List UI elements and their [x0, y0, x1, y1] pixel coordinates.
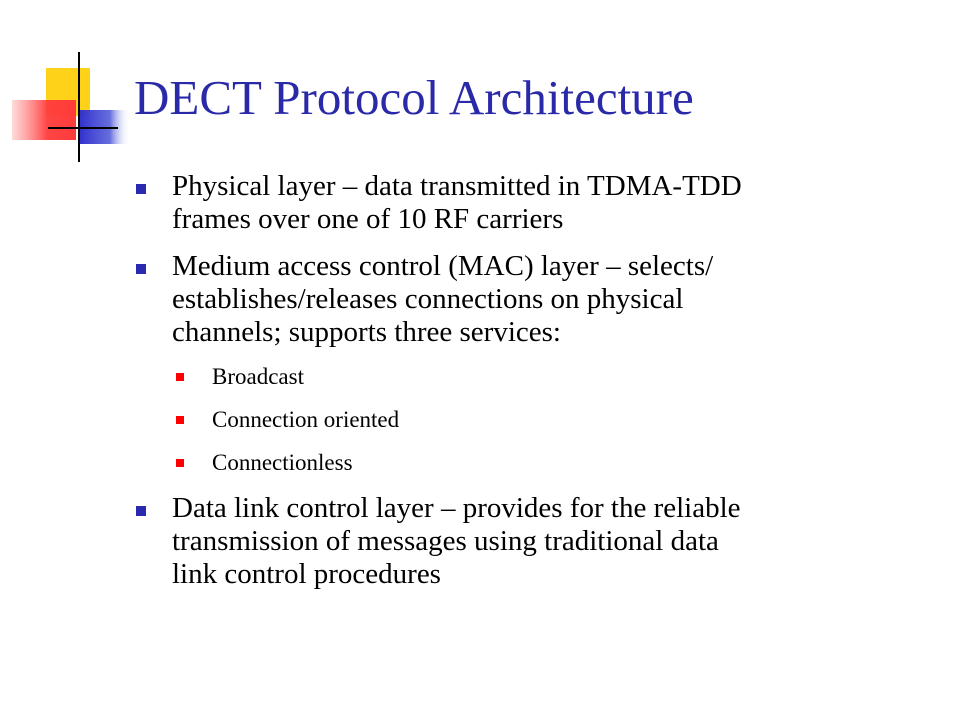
- bullet-text-line: channels; supports three services:: [172, 316, 561, 348]
- slide-title: DECT Protocol Architecture: [134, 70, 694, 125]
- sub-bullet-text: Connectionless: [212, 450, 353, 475]
- bullet-item-data-link-control-layer: [136, 492, 906, 591]
- square-bullet-icon: [136, 506, 146, 516]
- bullet-text-line: link control procedures: [172, 558, 441, 590]
- bullet-item-physical-layer: [136, 170, 906, 236]
- bullet-text-line: Medium access control (MAC) layer – selects/: [172, 250, 714, 282]
- square-bullet-icon: [176, 459, 184, 467]
- bullet-text-line: Data link control layer – provides for the reliable: [172, 492, 741, 524]
- square-bullet-icon: [136, 264, 146, 274]
- bullet-list: [136, 170, 906, 605]
- square-bullet-icon: [136, 184, 146, 194]
- bullet-text-line: Physical layer – data transmitted in TDMA-TDD: [172, 170, 742, 202]
- sub-bullet-list: [176, 363, 906, 476]
- corner-squares-logo-icon: [0, 0, 140, 180]
- bullet-text-line: transmission of messages using traditional data: [172, 525, 719, 557]
- bullet-item-mac-layer: [136, 250, 906, 349]
- bullet-text-line: establishes/releases connections on physical: [172, 283, 684, 315]
- sub-bullet-text: Broadcast: [212, 364, 304, 389]
- sub-bullet-item-connection-oriented: [176, 406, 906, 433]
- sub-bullet-item-connectionless: [176, 449, 906, 476]
- square-bullet-icon: [176, 373, 184, 381]
- square-bullet-icon: [176, 416, 184, 424]
- sub-bullet-text: Connection oriented: [212, 407, 400, 432]
- bullet-text-line: frames over one of 10 RF carriers: [172, 203, 564, 235]
- sub-bullet-item-broadcast: [176, 363, 906, 390]
